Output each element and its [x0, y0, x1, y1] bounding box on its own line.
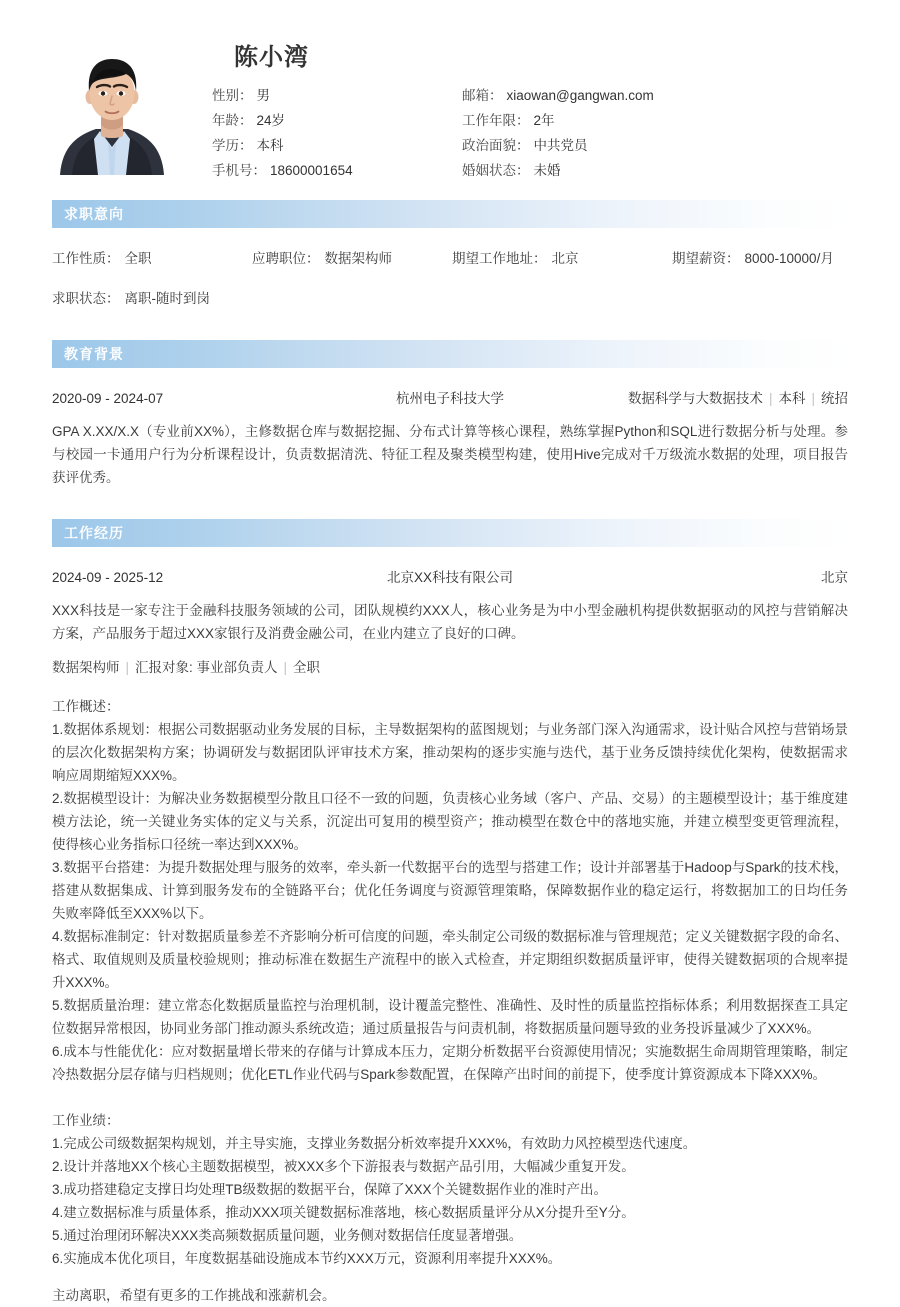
divider: |	[811, 391, 815, 406]
section-header-intent	[52, 200, 848, 228]
work-achievement-label: 工作业绩：	[52, 1113, 120, 1128]
divider: |	[768, 391, 773, 406]
field-email-label: 邮箱：	[462, 88, 503, 103]
spacer	[52, 1086, 848, 1109]
divider: |	[283, 660, 288, 675]
work-achievement-item: 6.实施成本优化项目，年度数据基础设施成本节约XXX万元，资源利用率提升XXX%。	[52, 1251, 562, 1266]
field-email-value: xiaowan@gangwan.com	[506, 88, 654, 103]
work-company-intro: XXX科技是一家专注于金融科技服务领域的公司，团队规模约XXX人，核心业务是为中小型金融机构提供数据驱动的风控与营销解决方案，产品服务于超过XXX家银行及消费金融公司，在业内建立了良好的口碑。	[52, 603, 848, 641]
spacer	[52, 1270, 848, 1284]
work-achievement-item: 3.成功搭建稳定支撑日均处理TB级数据的数据平台，保障了XXX个关键数据作业的准时产出。	[52, 1182, 608, 1197]
education-qualifications	[585, 388, 848, 410]
section-title-work: 工作经历	[64, 525, 124, 541]
intent-location	[452, 248, 672, 270]
field-political	[462, 133, 848, 158]
spacer	[52, 310, 848, 340]
profile-header	[0, 0, 900, 200]
work-overview-item: 2.数据模型设计：为解决业务数据模型分散且口径不一致的问题，负责核心业务域（客户、产品、交易）的主题模型设计；基于维度建模方法论，统一关键业务实体的定义与关系，沉淀出可复用的模型资产；推动模型在数仓中的落地实施，并建立模型变更管理流程，使得核心业务指标口径统一率达到XXX%。	[52, 791, 848, 852]
intent-row-primary	[52, 248, 848, 270]
work-position-meta	[52, 657, 848, 679]
field-gender	[212, 83, 462, 108]
work-job-type: 全职	[293, 660, 321, 675]
spacer	[52, 489, 848, 519]
field-marital	[462, 158, 848, 183]
section-title-education: 教育背景	[64, 346, 124, 362]
field-education	[212, 133, 462, 158]
intent-salary-label: 期望薪资：	[672, 251, 740, 266]
intent-status-value: 离职-随时到岗	[124, 291, 210, 306]
work-report-to: 汇报对象: 事业部负责人	[135, 660, 278, 675]
field-marital-value: 未婚	[533, 163, 561, 178]
field-gender-value: 男	[256, 88, 270, 103]
profile-info	[172, 43, 848, 183]
work-closing-note: 主动离职，希望有更多的工作挑战和涨薪机会。	[52, 1288, 336, 1303]
education-admission: 统招	[820, 391, 848, 406]
intent-job-type-value: 全职	[124, 251, 152, 266]
work-overview-label: 工作概述：	[52, 699, 120, 714]
work-location: 北京	[820, 570, 848, 585]
field-phone-value: 18600001654	[270, 163, 353, 178]
education-degree: 本科	[778, 391, 806, 406]
profile-fields	[212, 83, 848, 183]
section-title-intent: 求职意向	[64, 206, 124, 222]
field-phone-label: 手机号：	[212, 163, 266, 178]
intent-location-label: 期望工作地址：	[452, 251, 547, 266]
intent-position	[252, 248, 452, 270]
intent-position-value: 数据架构师	[324, 251, 392, 266]
work-overview-item: 1.数据体系规划：根据公司数据驱动业务发展的目标，主导数据架构的蓝图规划；与业务部门深入沟通需求，设计贴合风控与营销场景的层次化数据架构方案；协调研发与数据团队评审技术方案，推动架构的逐步实施与迭代，基于业务反馈持续优化架构，使数据需求响应周期缩短XXX%。	[52, 722, 848, 783]
field-education-value: 本科	[256, 138, 284, 153]
field-experience-value: 2年	[533, 113, 555, 128]
work-overview-item: 3.数据平台搭建：为提升数据处理与服务的效率，牵头新一代数据平台的选型与搭建工作；设计并部署基于Hadoop与Spark的技术栈，搭建从数据集成、计算到服务发布的全链路平台；优化任务调度与资源管理策略，保障数据作业的稳定运行，将数据加工的日均任务失败率降低至XXX%以下。	[52, 860, 848, 921]
intent-salary-value: 8000-10000/月	[744, 251, 834, 266]
work-overview-item: 5.数据质量治理：建立常态化数据质量监控与治理机制，设计覆盖完整性、准确性、及时性的质量监控指标体系；利用数据探查工具定位数据异常根因，协同业务部门推动源头系统改造；通过质量报告与问责机制，将数据质量问题导致的业务投诉量减少了XXX%。	[52, 998, 848, 1036]
intent-job-type	[52, 248, 252, 270]
field-email	[462, 83, 848, 108]
field-age	[212, 108, 462, 133]
education-entry-header	[52, 388, 848, 410]
work-achievement-item: 2.设计并落地XX个核心主题数据模型，被XXX多个下游报表与数据产品引用，大幅减少重复开发。	[52, 1159, 635, 1174]
field-experience-label: 工作年限：	[462, 113, 530, 128]
avatar	[52, 43, 172, 175]
intent-salary	[672, 248, 834, 270]
work-position: 数据架构师	[52, 660, 120, 675]
field-age-label: 年龄：	[212, 113, 253, 128]
work-overview-item: 4.数据标准制定：针对数据质量参差不齐影响分析可信度的问题，牵头制定公司级的数据标准与管理规范；定义关键数据字段的命名、格式、取值规则及质量校验规则；推动标准在数据生产流程中的嵌入式检查，并定期组织数据质量评审，使得关键数据项的合规率提升XXX%。	[52, 929, 848, 990]
intent-status	[52, 288, 848, 310]
intent-location-value: 北京	[551, 251, 579, 266]
section-body-work	[0, 567, 900, 1307]
work-achievement-item: 4.建立数据标准与质量体系，推动XXX项关键数据标准落地，核心数据质量评分从X分提升至Y分。	[52, 1205, 635, 1220]
work-company: 北京XX科技有限公司	[386, 570, 513, 585]
work-date: 2024-09 - 2025-12	[52, 570, 164, 585]
education-date: 2020-09 - 2024-07	[52, 391, 164, 406]
field-political-label: 政治面貌：	[462, 138, 530, 153]
intent-position-label: 应聘职位：	[252, 251, 320, 266]
intent-status-label: 求职状态：	[52, 291, 120, 306]
intent-job-type-label: 工作性质：	[52, 251, 120, 266]
section-header-education	[52, 340, 848, 368]
education-major: 数据科学与大数据技术	[627, 391, 763, 406]
field-political-value: 中共党员	[533, 138, 588, 153]
work-overview-item: 6.成本与性能优化：应对数据量增长带来的存储与计算成本压力，定期分析数据平台资源使用情况；实施数据生命周期管理策略，制定冷热数据分层存储与归档规则；优化ETL作业代码与Spark参数配置，在保障产出时间的前提下，使季度计算资源成本下降XXX%。	[52, 1044, 848, 1082]
field-age-value: 24岁	[256, 113, 286, 128]
education-description: GPA X.XX/X.X（专业前XX%），主修数据仓库与数据挖掘、分布式计算等核心课程，熟练掌握Python和SQL进行数据分析与处理。参与校园一卡通用户行为分析课程设计，负责数据清洗、特征工程及聚类模型构建，使用Hive完成对千万级流水数据的处理，项目报告获评优秀。	[52, 424, 848, 485]
education-school: 杭州电子科技大学	[395, 391, 504, 406]
section-body-education	[0, 388, 900, 519]
field-gender-label: 性别：	[212, 88, 253, 103]
field-marital-label: 婚姻状态：	[462, 163, 530, 178]
work-achievement-item: 1.完成公司级数据架构规划，并主导实施，支撑业务数据分析效率提升XXX%，有效助力风控模型迭代速度。	[52, 1136, 697, 1151]
page-title: 陈小湾	[234, 44, 309, 71]
work-entry-header	[52, 567, 848, 589]
field-phone	[212, 158, 462, 183]
section-header-work	[52, 519, 848, 547]
field-education-label: 学历：	[212, 138, 253, 153]
divider: |	[125, 660, 130, 675]
work-achievement-item: 5.通过治理闭环解决XXX类高频数据质量问题，业务侧对数据信任度显著增强。	[52, 1228, 523, 1243]
section-body-intent	[0, 248, 900, 340]
field-experience	[462, 108, 848, 133]
